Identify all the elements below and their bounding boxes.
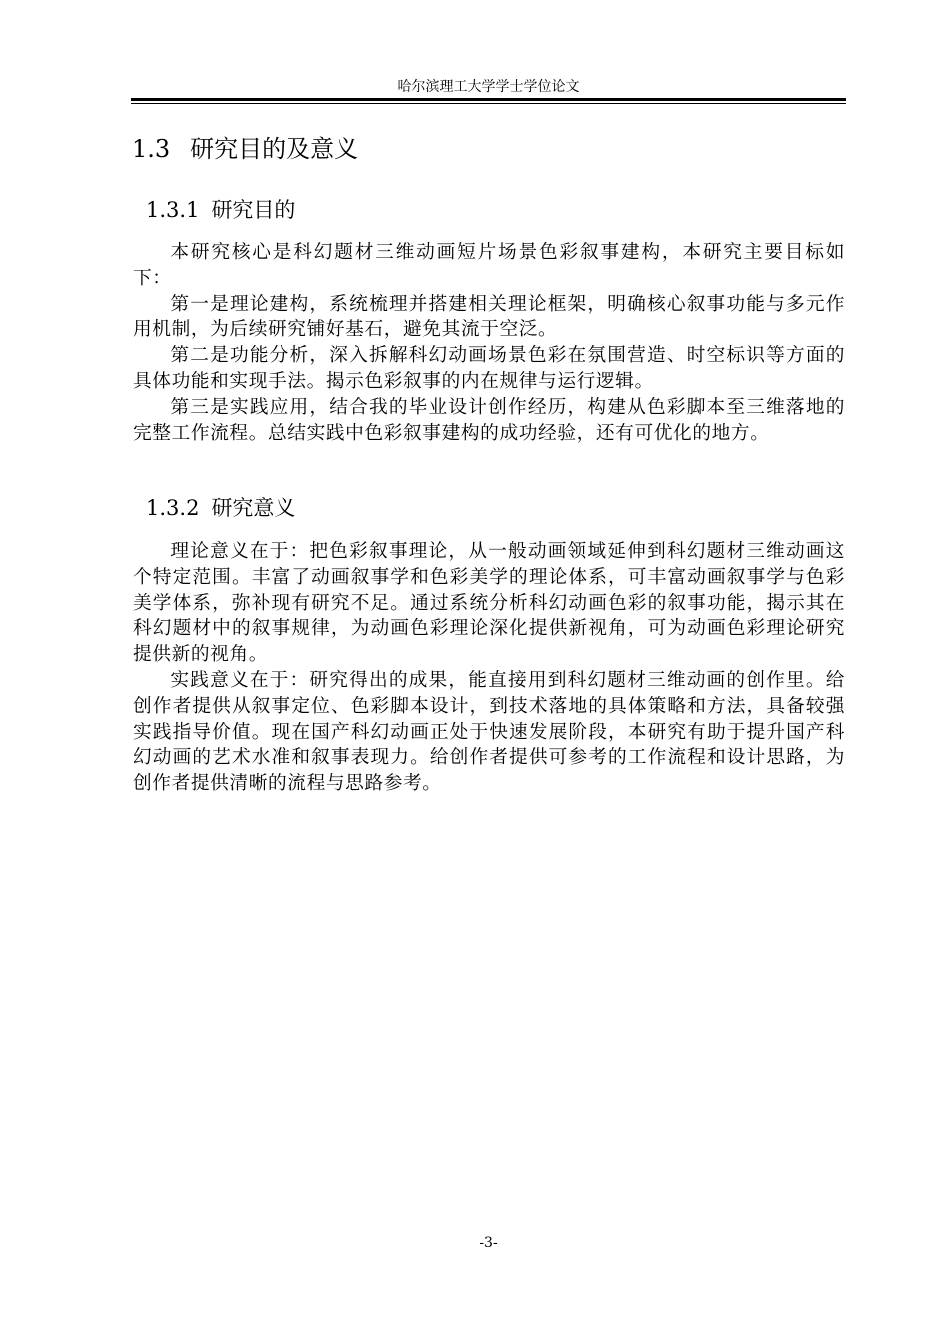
paragraph: 本研究核心是科幻题材三维动画短片场景色彩叙事建构，本研究主要目标如下： [133,242,845,289]
subsection-title: 研究目的 [211,198,296,222]
section-title: 研究目的及意义 [190,135,359,163]
purpose-body [133,240,845,446]
paragraph: 第三是实践应用，结合我的毕业设计创作经历，构建从色彩脚本至三维落地的完整工作流程。总结实践中色彩叙事建构的成功经验，还有可优化的地方。 [133,396,845,444]
section-number: 1.3 [132,135,171,163]
running-header: 哈尔滨理工大学学士学位论文 [397,79,580,95]
page-number: -3- [479,1235,498,1251]
section-heading [132,134,358,164]
significance-body [133,539,845,797]
paragraph: 第二是功能分析，深入拆解科幻动画场景色彩在氛围营造、时空标识等方面的具体功能和实现手法。揭示色彩叙事的内在规律与运行逻辑。 [133,345,845,392]
paragraph: 第一是理论建构，系统梳理并搭建相关理论框架，明确核心叙事功能与多元作用机制，为后续研究铺好基石，避免其流于空泛。 [133,293,845,341]
paragraph: 理论意义在于：把色彩叙事理论，从一般动画领域延伸到科幻题材三维动画这个特定范围。丰富了动画叙事学和色彩美学的理论体系，可丰富动画叙事学与色彩美学体系，弥补现有研究不足。通过系统分析科幻动画色彩的叙事功能，揭示其在科幻题材中的叙事规律，为动画色彩理论深化提供新视角，可为动画色彩理论研究提供新的视角。 [133,541,845,666]
subsection-title: 研究意义 [211,496,296,520]
subsection-number: 1.3.1 [146,198,200,222]
subsection-heading-significance [146,494,295,522]
header-rule-thin [131,103,846,104]
subsection-number: 1.3.2 [146,496,200,520]
subsection-heading-purpose [146,196,295,224]
paragraph: 实践意义在于：研究得出的成果，能直接用到科幻题材三维动画的创作里。给创作者提供从叙事定位、色彩脚本设计，到技术落地的具体策略和方法，具备较强实践指导价值。现在国产科幻动画正处于快速发展阶段，本研究有助于提升国产科幻动画的艺术水准和叙事表现力。给创作者提供可参考的工作流程和设计思路，为创作者提供清晰的流程与思路参考。 [133,669,845,795]
header-rule-thick [131,98,846,101]
